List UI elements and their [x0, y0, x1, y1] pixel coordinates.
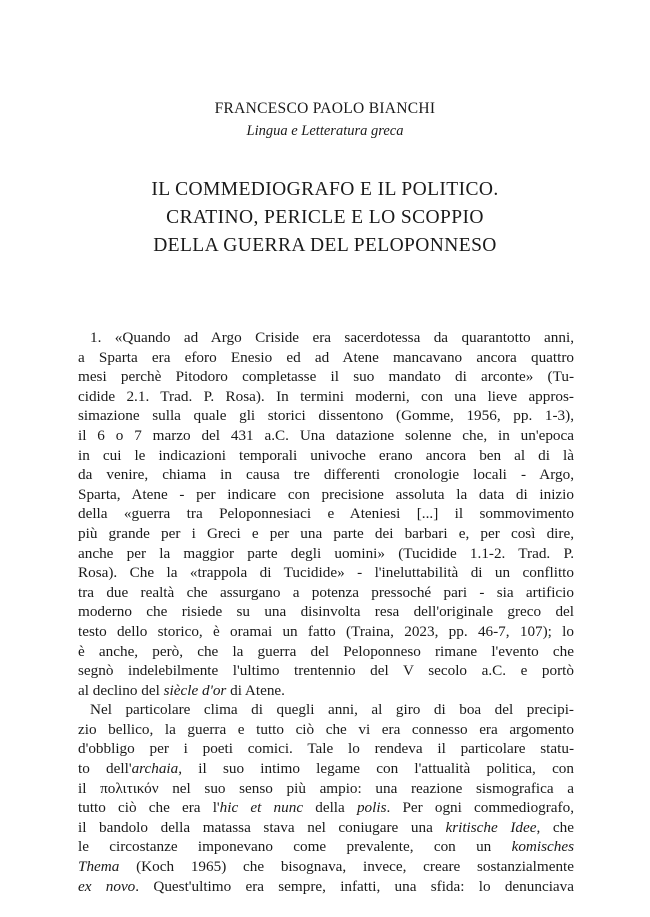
text-run: nel suo senso più ampio: una reazione sismografica a [158, 779, 574, 797]
italic-term: polis [356, 799, 387, 817]
text-line: tra due realtà che assurgano a potenza pressoché pari - sia artificio [78, 583, 574, 601]
text-line [78, 877, 574, 897]
author-affiliation: Lingua e Letteratura greca [246, 123, 404, 139]
text-line [78, 857, 574, 877]
text-line: da venire, chiama in causa tre differenti cronologie locali - Argo, [78, 466, 574, 484]
text-line: Rosa). Che la «trappola di Tucidide» - l'ineluttabilità di un conflitto [78, 564, 574, 582]
text-line: a Sparta era eforo Enesio ed ad Atene mancavano ancora quattro [78, 348, 574, 366]
author-name: FRANCESCO PAOLO BIANCHI [214, 100, 436, 117]
italic-term: Thema [78, 858, 120, 876]
text-line: d'obbligo per i poeti comici. Tale lo rendeva il particolare statu- [78, 740, 574, 758]
text-line: Sparta, Atene - per indicare con precisione assoluta la data di inizio [78, 485, 574, 503]
text-line [78, 759, 574, 779]
text-line: della «guerra tra Peloponnesiaci e Ateniesi [...] il sommovimento [78, 505, 574, 523]
italic-term: kritische Idee [445, 818, 537, 836]
text-line [78, 681, 574, 701]
text-line: simazione sulla quale gli storici dissentono (Gomme, 1956, pp. 1-3), [78, 407, 574, 425]
text-run: , che [536, 818, 574, 836]
italic-term: komisches [511, 838, 574, 856]
text-run: le circostanze imponevano come prevalente, con un [78, 838, 512, 856]
text-line [78, 798, 574, 818]
text-run: . Quest'ultimo era sempre, infatti, una sfida: lo denunciava [135, 877, 574, 895]
title-line: IL COMMEDIOGRAFO E IL POLITICO. [151, 179, 499, 200]
title-line: DELLA GUERRA DEL PELOPONNESO [153, 235, 497, 256]
text-line: 1. «Quando ad Argo Criside era sacerdotessa da quarantotto anni, [90, 329, 574, 346]
text-run: , il suo intimo legame con l'attualità politica, con [178, 760, 574, 778]
text-line: in cui le indicazioni temporali univoche erano ancora ben al di là [78, 446, 574, 464]
italic-term: ex novo [78, 877, 136, 895]
italic-term: siècle d'or [163, 681, 227, 699]
text-run: della [303, 799, 357, 817]
article-title [0, 176, 650, 260]
text-line: cidide 2.1. Trad. P. Rosa). In termini moderni, con una lieve appros- [78, 387, 574, 405]
text-run: to dell' [78, 760, 132, 778]
italic-term: archaia [131, 760, 179, 778]
text-run: al declino del [78, 681, 164, 699]
text-line: moderno che risiede su una disinvolta resa dell'originale greco del [78, 603, 574, 621]
text-run: di Atene. [226, 681, 285, 699]
text-line: zio bellico, la guerra e tutto ciò che vi era connesso era argomento [78, 720, 574, 738]
text-line [78, 779, 574, 799]
text-run: (Koch 1965) che bisognava, invece, creare sostanzialmente [119, 858, 574, 876]
text-line: il 6 o 7 marzo del 431 a.C. Una datazione solenne che, in un'epoca [78, 426, 574, 444]
text-line: anche per la maggior parte degli uomini» (Tucidide 1.1-2. Trad. P. [78, 544, 574, 562]
text-run: il [78, 779, 101, 797]
text-line: Nel particolare clima di quegli anni, al giro di boa del precipi- [90, 701, 574, 719]
italic-term: hic et nunc [219, 799, 304, 817]
text-line: più grande per i Greci e per una parte dei barbari e, per così dire, [78, 524, 574, 542]
text-line [78, 818, 574, 838]
greek-term: πολιτικόν [100, 779, 159, 797]
text-run: tutto ciò che era l' [78, 799, 220, 817]
text-run: . Per ogni commediografo, [386, 799, 574, 817]
text-line [78, 837, 574, 857]
article-body [78, 328, 574, 896]
text-run: il bandolo della matassa stava nel coniugare una [78, 818, 446, 836]
text-line: testo dello storico, è oramai un fatto (Traina, 2023, pp. 46-7, 107); lo [78, 622, 574, 640]
title-line: CRATINO, PERICLE E LO SCOPPIO [166, 207, 484, 228]
text-line: mesi perchè Pitodoro completasse il suo mandato di arconte» (Tu- [78, 368, 574, 386]
text-line: segnò indelebilmente l'ultimo trentennio del V secolo a.C. e portò [78, 662, 574, 680]
text-line: è anche, però, che la guerra del Peloponneso rimane l'evento che [78, 642, 574, 660]
paragraph-1 [78, 328, 574, 700]
paragraph-2 [78, 700, 574, 896]
